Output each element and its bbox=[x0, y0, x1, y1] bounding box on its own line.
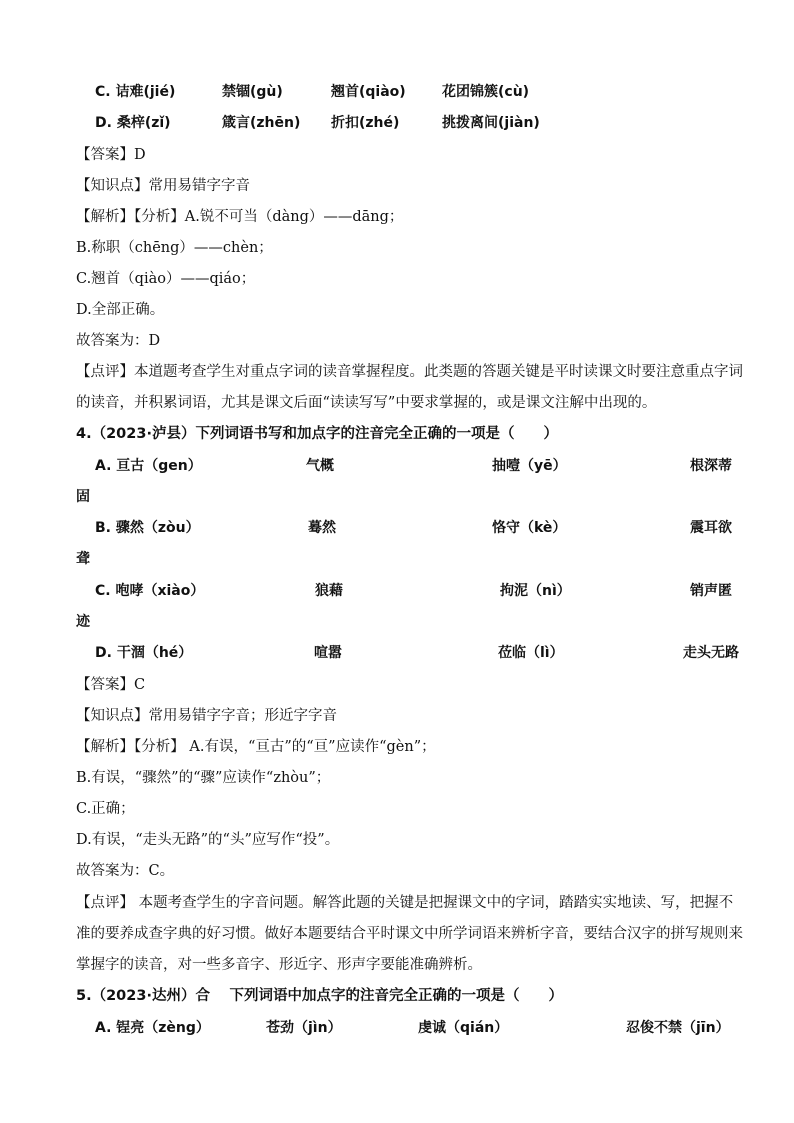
q4-option-b-4: 震耳欲 bbox=[690, 520, 732, 536]
q4-stem: 4.（2023·泸县）下列词语书写和加点字的注音完全正确的一项是（ ） bbox=[76, 426, 558, 442]
q4-analysis-line-4: D.有误，“走头无路”的“头”应写作“投”。 bbox=[76, 832, 340, 848]
q4-option-c-5: 迹 bbox=[76, 614, 90, 630]
q3-comment-line-2: 的读音，并积累词语，尤其是课文后面“读读写写”中要求掌握的，或是课文注解中出现的。 bbox=[76, 395, 657, 411]
q3-answer: 【答案】D bbox=[76, 147, 146, 163]
q5-option-a-2: 苍劲（jìn） bbox=[266, 1020, 342, 1036]
q3-analysis-line-4: D.全部正确。 bbox=[76, 302, 165, 318]
q5-option-a-4: 忍俊不禁（jīn） bbox=[626, 1020, 730, 1036]
q3-comment-line-1: 【点评】本道题考查学生对重点字词的读音掌握程度。此类题的答题关键是平时读课文时要注意重点字词 bbox=[76, 364, 743, 380]
q4-comment-line-2: 准的要养成查字典的好习惯。做好本题要结合平时课文中所学词语来辨析字音，要结合汉字的拼写规则来 bbox=[76, 926, 743, 942]
q4-option-a-5: 固 bbox=[76, 489, 90, 505]
q4-option-b-5: 聋 bbox=[76, 551, 90, 567]
q4-option-d-3: 莅临（lì） bbox=[498, 645, 564, 661]
q3-option-c-1: C. 诘难(jié) bbox=[95, 84, 176, 100]
q3-option-d-1: D. 桑梓(zǐ) bbox=[95, 115, 171, 131]
q3-option-c-3: 翘首(qiào) bbox=[331, 84, 406, 100]
q5-stem: 5.（2023·达州）合 下列词语中加点字的注音完全正确的一项是（ ） bbox=[76, 988, 564, 1004]
q5-option-a-1: A. 锃亮（zèng） bbox=[95, 1020, 210, 1036]
q4-option-b-1: B. 骤然（zòu） bbox=[95, 520, 200, 536]
q3-knowledge: 【知识点】常用易错字字音 bbox=[76, 178, 250, 194]
q4-analysis-line-2: B.有误，“骤然”的“骤”应读作“zhòu”； bbox=[76, 770, 331, 786]
q4-knowledge: 【知识点】常用易错字字音；形近字字音 bbox=[76, 708, 337, 724]
q4-option-a-4: 根深蒂 bbox=[690, 458, 732, 474]
q4-option-c-4: 销声匿 bbox=[690, 583, 732, 599]
q3-analysis-line-2: B.称职（chēng）——chèn； bbox=[76, 240, 273, 256]
q4-option-c-3: 拘泥（nì） bbox=[500, 583, 571, 599]
q5-option-a-3: 虔诚（qián） bbox=[418, 1020, 509, 1036]
q4-option-c-2: 狼藉 bbox=[315, 583, 343, 599]
q4-option-d-1: D. 干涸（hé） bbox=[95, 645, 193, 661]
q4-option-a-3: 抽噎（yē） bbox=[492, 458, 567, 474]
q4-analysis-line-1: 【解析】【分析】 A.有误，“亘古”的“亘”应读作“gèn”； bbox=[76, 739, 436, 755]
q3-option-d-4: 挑拨离间(jiàn) bbox=[442, 115, 540, 131]
q4-analysis-line-3: C.正确； bbox=[76, 801, 135, 817]
q3-option-d-3: 折扣(zhé) bbox=[331, 115, 400, 131]
q3-analysis-line-1: 【解析】【分析】A.锐不可当（dàng）——dāng； bbox=[76, 209, 404, 225]
q4-option-a-1: A. 亘古（gen） bbox=[95, 458, 202, 474]
q4-option-d-4: 走头无路 bbox=[683, 645, 739, 661]
q4-option-d-2: 喧嚣 bbox=[314, 645, 342, 661]
q3-option-c-2: 禁锢(gù) bbox=[222, 84, 283, 100]
q3-analysis-line-3: C.翘首（qiào）——qiáo； bbox=[76, 271, 256, 287]
q4-option-a-2: 气概 bbox=[306, 458, 334, 474]
q4-option-b-3: 恪守（kè） bbox=[492, 520, 567, 536]
q3-conclusion: 故答案为：D bbox=[76, 333, 161, 349]
q4-option-b-2: 蓦然 bbox=[308, 520, 336, 536]
q3-option-c-4: 花团锦簇(cù) bbox=[442, 84, 530, 100]
q4-comment-line-1: 【点评】 本题考查学生的字音问题。解答此题的关键是把握课文中的字词，踏踏实实地读、写，把握不 bbox=[76, 895, 734, 911]
q4-answer: 【答案】C bbox=[76, 677, 146, 693]
q4-comment-line-3: 掌握字的读音，对一些多音字、形近字、形声字要能准确辨析。 bbox=[76, 957, 482, 973]
q4-option-c-1: C. 咆哮（xiào） bbox=[95, 583, 205, 599]
q3-option-d-2: 箴言(zhēn) bbox=[222, 115, 301, 131]
q4-conclusion: 故答案为：C。 bbox=[76, 863, 175, 879]
